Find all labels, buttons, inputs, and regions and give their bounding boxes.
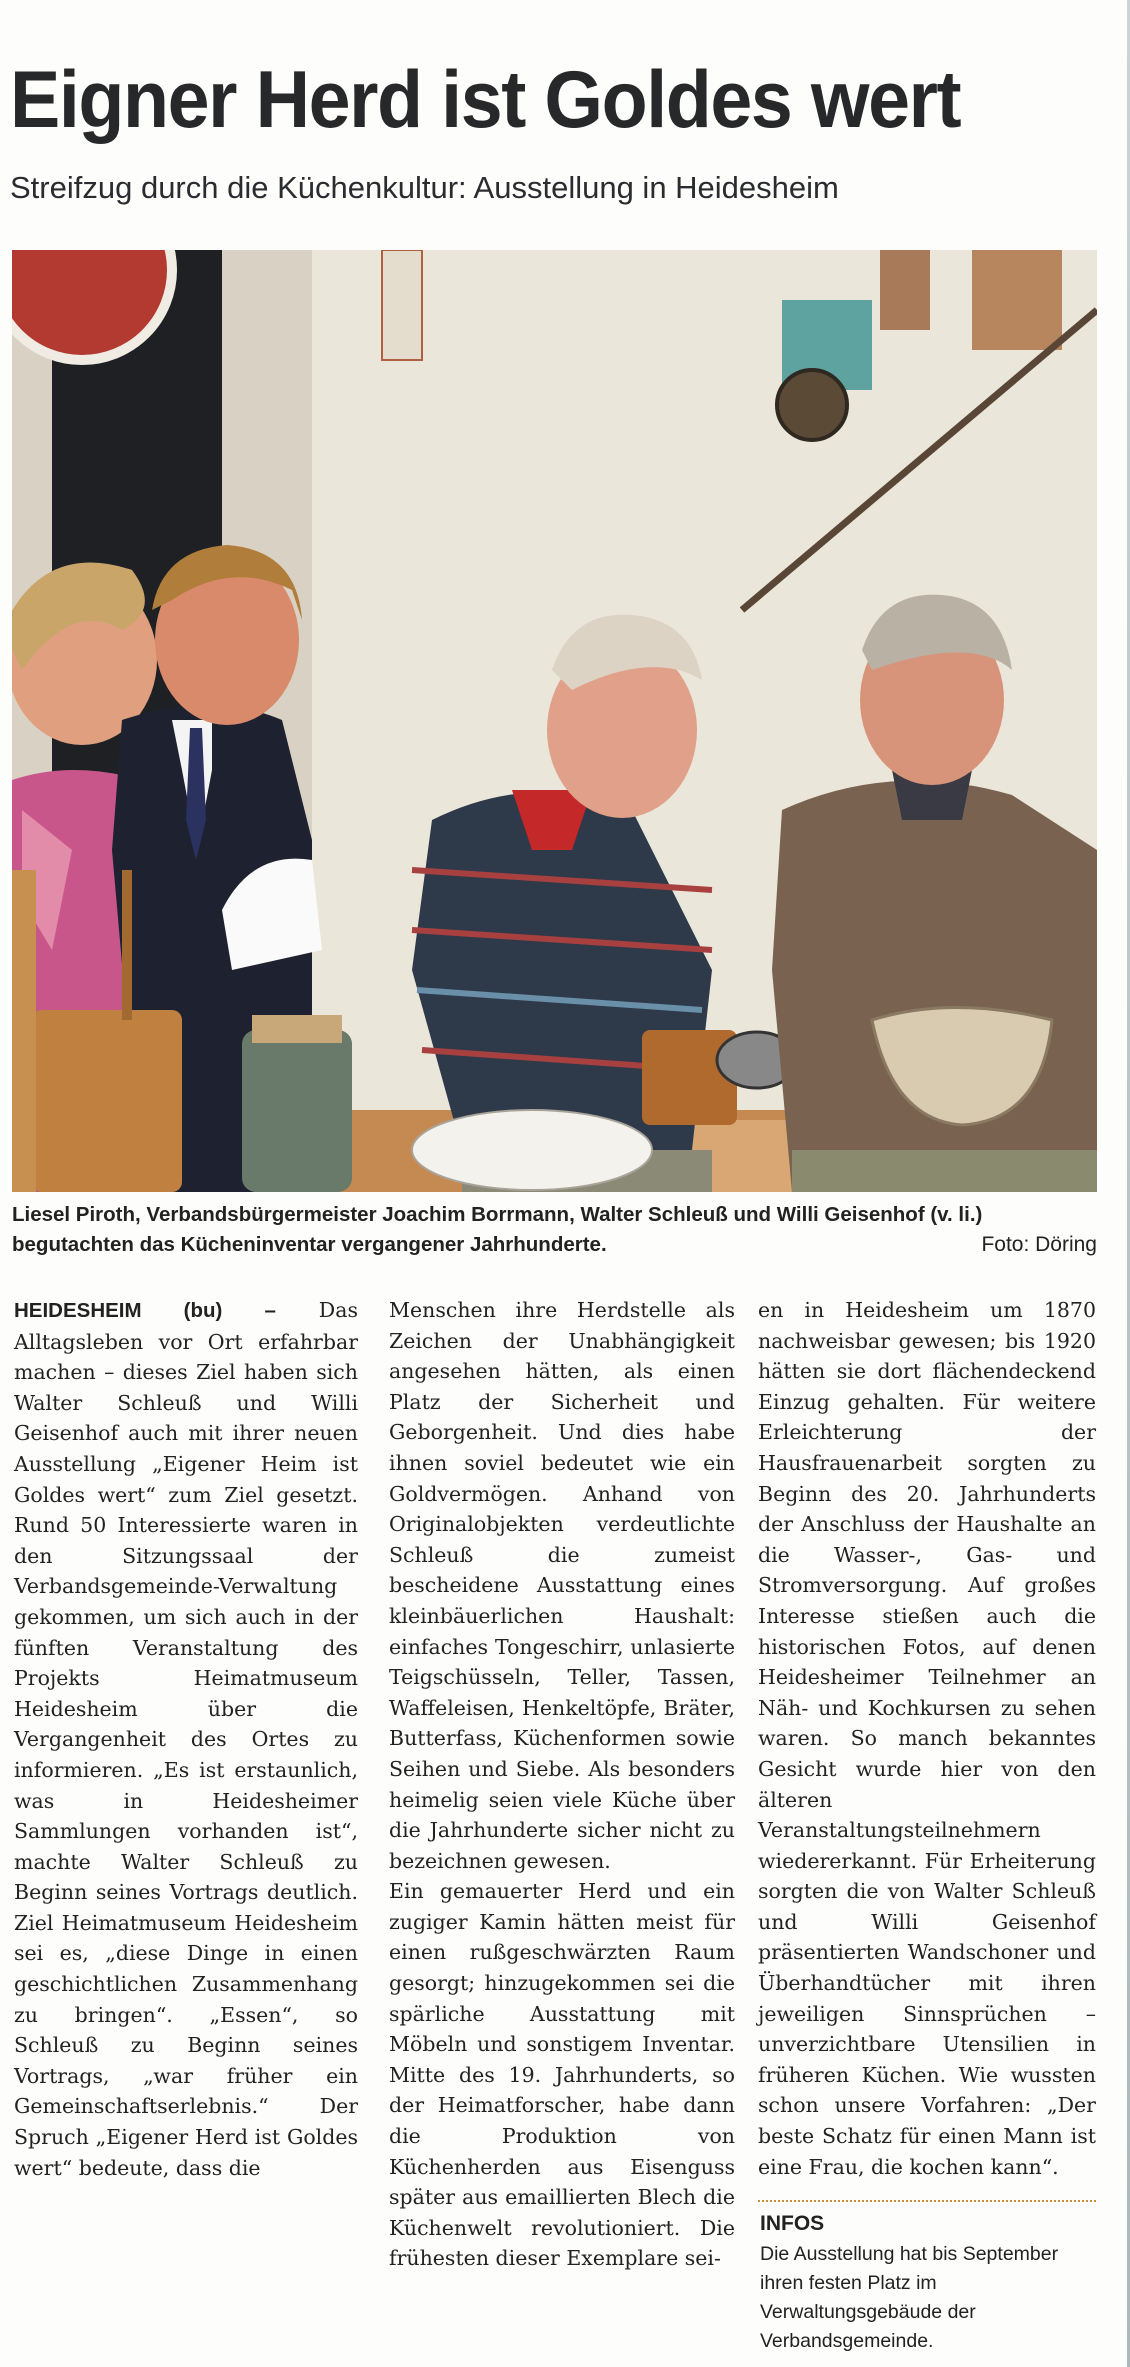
- caption-text: Liesel Piroth, Verbandsbürgermeister Joachim Borrmann, Walter Schleuß und Willi Geisenhof (v. li.) begutachten das Kücheninventar vergangener Jahrhunderte.: [12, 1203, 983, 1256]
- paragraph: en in Heidesheim um 1870 nachweisbar gewesen; bis 1920 hätten sie dort flächendeckend Einzug gehalten. Für weitere Erleichterung der Hausfrauenarbeit sorgten zu Beginn des 20. Jahrhunderts der Anschluss der Haushalte an die Wasser-, Gas- und Stromversorgung. Auf großes Interesse stießen auch die historischen Fotos, auf denen Heidesheimer Teilnehmer an Näh- und Kochkursen zu sehen waren. So manch bekanntes Gesicht wurde hier von den älteren Veranstaltungsteilnehmern wiedererkannt. Für Erheiterung sorgten die von Walter Schleuß und Willi Geisenhof präsentierten Wandschoner und Überhandtücher mit ihren jeweiligen Sinnsprüchen – unverzichtbare Utensilien in früheren Küchen. Wie wussten schon unsere Vorfahren: „Der beste Schatz für einen Mann ist eine Frau, die kochen kann“.: [758, 1298, 1096, 2179]
- photo-credit: Foto: Döring: [981, 1233, 1097, 1256]
- paragraph: Das Alltagsleben vor Ort erfahrbar machen – dieses Ziel haben sich Walter Schleuß und Willi Geisenhof auch mit ihrer neuen Ausstellung „Eigener Heim ist Goldes wert“ zum Ziel gesetzt. Rund 50 Interessierte waren in den Sitzungssaal der Verbandsgemeinde-Verwaltung gekommen, um sich auch in der fünften Veranstaltung des Projekts Heimatmuseum Heidesheim über die Vergangenheit des Ortes zu informieren. „Es ist erstaunlich, was in Heidesheimer Sammlungen vorhanden ist“, machte Walter Schleuß zu Beginn seines Vortrags deutlich. Ziel Heimatmuseum Heidesheim sei es, „diese Dinge in einen geschichtlichen Zusammenhang zu bringen“. „Essen“, so Schleuß zu Beginn seines Vortrags, „war früher ein Gemeinschaftserlebnis.“ Der Spruch „Eigener Herd ist Goldes wert“ bedeute, dass die: [14, 1298, 358, 2180]
- infos-text: Die Ausstellung hat bis September ihren festen Platz im Verwaltungsgebäude der Verbandsgemeinde.: [760, 2243, 1059, 2352]
- paragraph: Ein gemauerter Herd und ein zugiger Kamin hätten meist für einen rußgeschwärzten Raum gesorgt; hinzugekommen sei die spärliche Ausstattung mit Möbeln und sonstigem Inventar. Mitte des 19. Jahrhunderts, so der Heimatforscher, habe dann die Produktion von Küchenherden aus Eisenguss später aus emaillierten Blech die Küchenwelt revolutioniert. Die frühesten dieser Exemplare sei-: [389, 1879, 735, 2271]
- article-photo: [12, 250, 1097, 1192]
- paragraph: Menschen ihre Herdstelle als Zeichen der Unabhängigkeit angesehen hätten, als einen Platz der Sicherheit und Geborgenheit. Und dies habe ihnen soviel bedeutet wie ein Goldvermögen. Anhand von Originalobjekten verdeutlichte Schleuß die zumeist bescheidene Ausstattung eines kleinbäuerlichen Haushalt: einfaches Tongeschirr, unlasierte Teigschüsseln, Teller, Tassen, Waffeleisen, Henkeltöpfe, Bräter, Butterfass, Küchenformen sowie Seihen und Siebe. Als besonders heimelig seien viele Küche über die Jahrhunderte sicher nicht zu bezeichnen gewesen.: [389, 1298, 735, 1873]
- photo-caption: [12, 1200, 1097, 1260]
- infos-divider: [758, 2200, 1096, 2202]
- subheadline: Streifzug durch die Küchenkultur: Ausstellung in Heidesheim: [10, 170, 839, 205]
- article-column-3: [758, 1295, 1096, 2182]
- article-column-1: [14, 1295, 358, 2183]
- infos-heading: INFOS: [760, 2212, 825, 2235]
- article-column-2: [389, 1295, 735, 2274]
- dateline: HEIDESHEIM (bu) –: [14, 1299, 276, 1322]
- headline: Eigner Herd ist Goldes wert: [10, 55, 961, 145]
